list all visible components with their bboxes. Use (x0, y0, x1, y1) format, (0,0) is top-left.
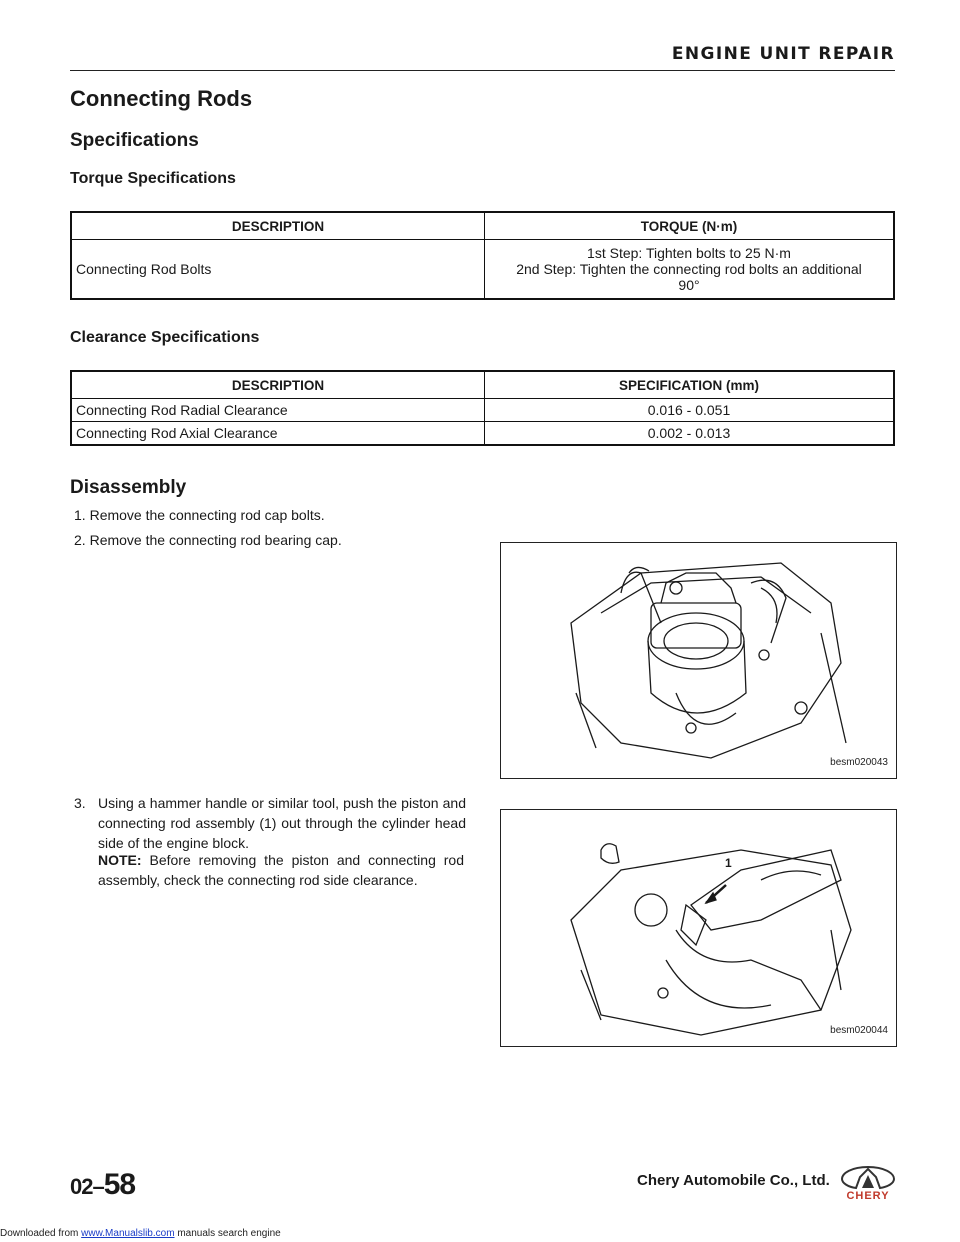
table-cell (485, 240, 895, 300)
running-header (70, 38, 895, 71)
note-label: NOTE: (98, 852, 142, 868)
table-cell: 0.016 - 0.051 (485, 399, 895, 422)
torque-step-2: 2nd Step: Tighten the connecting rod bolts an additional (516, 261, 862, 277)
torque-specifications-heading: Torque Specifications (70, 170, 236, 187)
table-cell: 0.002 - 0.013 (485, 422, 895, 446)
table-cell: Connecting Rod Bolts (71, 240, 485, 300)
column-header: DESCRIPTION (71, 371, 485, 399)
step-item (74, 505, 325, 525)
figure-rod-bearing-cap (500, 542, 897, 779)
note-text: Before removing the piston and connecting rod assembly, check the connecting rod side clearance. (98, 852, 465, 888)
engine-illustration-1 (501, 543, 896, 778)
manualslib-link[interactable]: www.Manualslib.com (81, 1228, 175, 1239)
clearance-table (70, 370, 895, 446)
figure-piston-push-out (500, 809, 897, 1047)
figure-id: besm020044 (830, 1025, 888, 1036)
step-text: Using a hammer handle or similar tool, push the piston and connecting rod assembly (1) out through the cylinder head side of the engine block. (98, 795, 466, 851)
engine-illustration-2 (501, 810, 896, 1046)
column-header: SPECIFICATION (mm) (485, 371, 895, 399)
page-title: Connecting Rods (70, 86, 253, 111)
section-title: ENGINE UNIT REPAIR (671, 44, 895, 64)
disassembly-heading: Disassembly (70, 477, 187, 498)
clearance-specifications-heading: Clearance Specifications (70, 329, 260, 346)
note (98, 850, 464, 890)
column-header: TORQUE (N·m) (485, 212, 895, 240)
step-number: 2. (74, 532, 86, 548)
step-item (74, 530, 342, 550)
table-cell: Connecting Rod Radial Clearance (71, 399, 485, 422)
table-row (71, 240, 894, 300)
table-header-row (71, 371, 894, 399)
callout-label: 1 (725, 856, 732, 870)
page-number-value: 58 (103, 1168, 136, 1201)
table-row (71, 422, 894, 446)
figure-id: besm020043 (830, 757, 888, 768)
step-item (74, 793, 466, 853)
step-text: Remove the connecting rod bearing cap. (89, 532, 342, 548)
torque-step-2-angle: 90° (678, 277, 700, 293)
table-header-row (71, 212, 894, 240)
download-notice (0, 1228, 281, 1239)
step-number: 3. (74, 795, 86, 811)
download-suffix: manuals search engine (177, 1228, 281, 1239)
table-cell: Connecting Rod Axial Clearance (71, 422, 485, 446)
company-name: Chery Automobile Co., Ltd. (637, 1172, 830, 1189)
logo-wordmark: CHERY (846, 1190, 890, 1202)
torque-table (70, 211, 895, 300)
page-prefix: 02– (70, 1174, 104, 1199)
table-row (71, 399, 894, 422)
step-number: 1. (74, 507, 86, 523)
step-text: Remove the connecting rod cap bolts. (89, 507, 325, 523)
specifications-heading: Specifications (70, 130, 199, 151)
page-number (70, 1168, 135, 1202)
column-header: DESCRIPTION (71, 212, 485, 240)
torque-step-1: 1st Step: Tighten bolts to 25 N·m (587, 245, 791, 261)
download-prefix: Downloaded from (0, 1228, 79, 1239)
